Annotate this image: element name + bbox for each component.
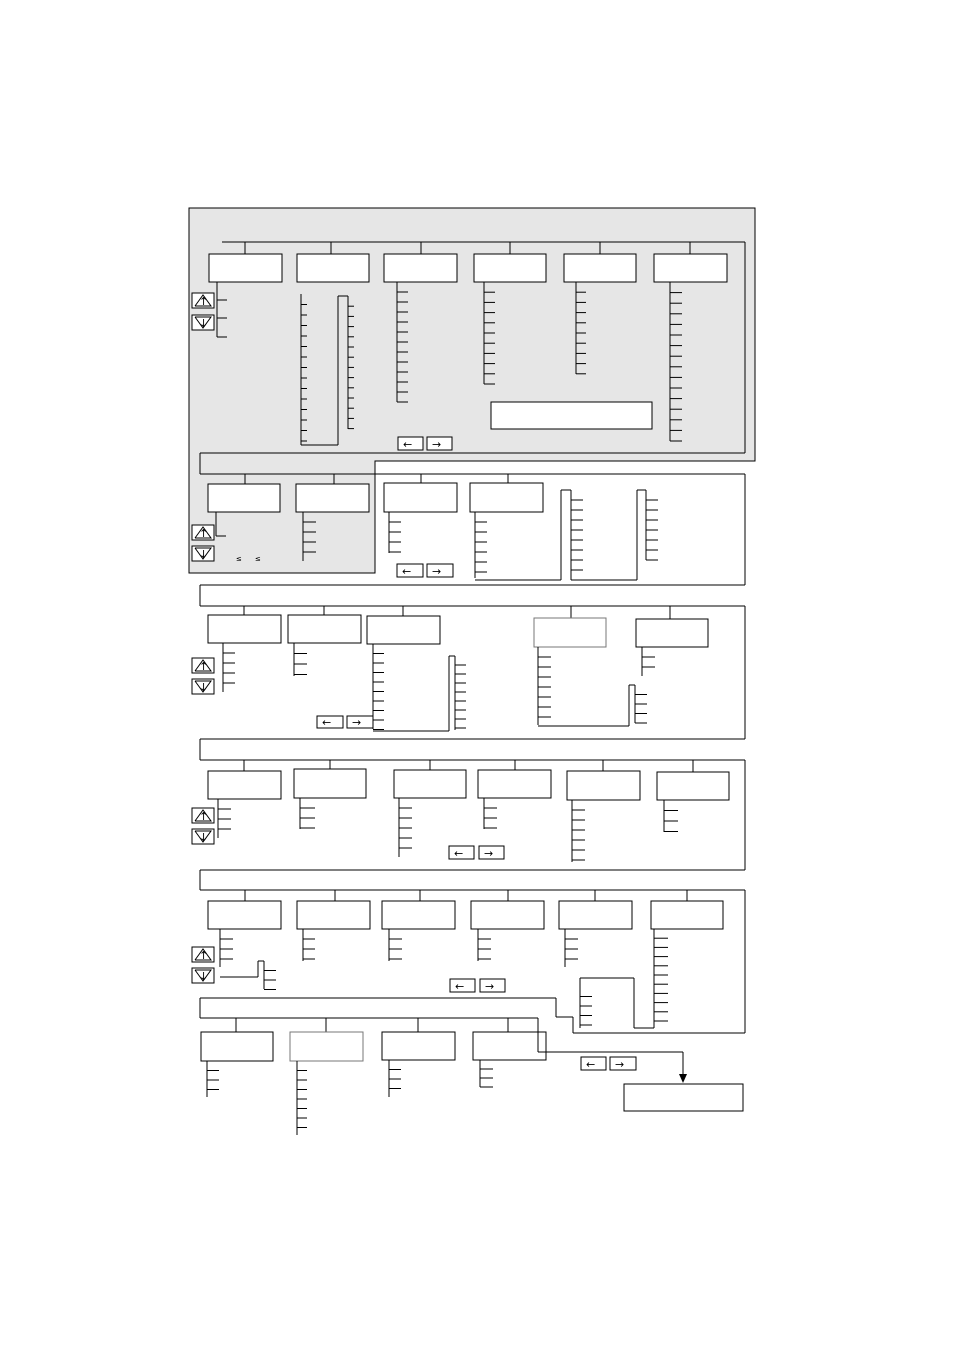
item-list [538,647,551,725]
item-list [635,685,647,723]
item-list [480,1060,493,1087]
menu-box-1-4[interactable] [474,254,546,282]
menu-box-4-3[interactable] [394,770,466,798]
menu-box-1-1[interactable] [209,254,282,282]
menu-box-5-5[interactable] [559,901,632,929]
item-list [580,987,592,1026]
item-list [455,656,466,730]
menu-box-4-1[interactable] [208,771,281,799]
up-arrow-glyph: ↑ [199,949,209,962]
item-list [207,1061,219,1097]
item-list [399,798,412,857]
left-arrow-glyph: ← [402,565,412,578]
menu-box-5-1[interactable] [208,901,281,929]
menu-box-6-2[interactable] [290,1032,363,1061]
item-list [389,929,402,961]
item-list [223,643,235,692]
item-list [572,800,585,862]
menu-box-4-4[interactable] [478,770,551,798]
menu-box-3-4[interactable] [534,618,606,647]
item-list [571,490,583,580]
menu-box-6-3[interactable] [382,1032,455,1060]
item-list [264,961,276,990]
row-4-up-down-keys [192,808,214,844]
item-list [300,798,315,829]
item-list [297,1061,307,1135]
up-arrow-glyph: ↑ [199,660,209,673]
menu-box-1-3[interactable] [384,254,457,282]
menu-box-3-3[interactable] [367,616,440,644]
item-list [218,799,231,838]
down-arrow-glyph: ↓ [199,681,209,694]
left-arrow-glyph: ← [586,1058,596,1071]
menu-box-6-4[interactable] [473,1032,546,1060]
menu-box-2-4[interactable] [470,483,543,512]
menu-box-5-4[interactable] [471,901,544,929]
menu-box-2-3[interactable] [384,483,457,512]
item-list [389,1060,401,1097]
item-list [664,800,678,832]
menu-box-3-1[interactable] [208,615,281,643]
right-arrow-glyph: → [615,1058,625,1071]
menu-box-4-2[interactable] [294,769,366,798]
item-list [220,929,233,967]
item-list [389,512,401,553]
row-2-left-right-keys [397,564,453,578]
info-box-1 [491,402,652,429]
menu-box-4-6[interactable] [657,772,729,800]
left-arrow-glyph: ← [455,980,465,993]
menu-box-4-5[interactable] [567,771,640,800]
left-arrow-glyph: ← [403,438,413,451]
row-4 [192,760,745,890]
item-list [373,644,384,730]
down-arrow-glyph: ↓ [199,548,209,561]
menu-box-6-1[interactable] [201,1032,273,1061]
row-5-left-right-keys [450,979,505,993]
right-arrow-glyph: → [485,980,495,993]
menu-box-5-3[interactable] [382,901,455,929]
final-box [624,1084,743,1111]
up-arrow-glyph: ↑ [199,810,209,823]
menu-box-3-5[interactable] [636,619,708,647]
item-list [303,929,315,961]
row-6 [201,1018,743,1135]
menu-box-1-5[interactable] [564,254,636,282]
item-list [294,643,307,676]
item-list [565,929,578,967]
menu-box-5-2[interactable] [297,901,370,929]
leq-symbol-2: ≤ [255,555,261,563]
up-arrow-glyph: ↑ [199,527,209,540]
row-3-up-down-keys [192,658,214,694]
item-list [654,929,668,1028]
right-arrow-glyph: → [432,565,442,578]
menu-box-2-2[interactable] [296,484,369,512]
right-arrow-glyph: → [352,716,362,729]
right-arrow-glyph: → [484,847,494,860]
down-arrow-glyph: ↓ [199,831,209,844]
left-arrow-glyph: ← [322,716,332,729]
item-list [642,647,655,676]
menu-box-5-6[interactable] [651,901,723,929]
menu-box-2-1[interactable] [208,484,280,512]
item-list [646,490,658,560]
item-list [475,512,487,578]
leq-symbol-1: ≤ [236,555,242,563]
menu-box-1-2[interactable] [297,254,369,282]
item-list [484,798,497,829]
item-list [478,929,491,961]
up-arrow-glyph: ↑ [199,295,209,308]
down-arrow-glyph: ↓ [199,317,209,330]
down-arrowhead-icon [679,1074,687,1083]
down-arrow-glyph: ↓ [199,970,209,983]
right-arrow-glyph: → [432,438,442,451]
row-5 [192,890,745,1033]
row-3 [192,606,745,760]
row-3-left-right-keys [317,716,373,729]
menu-box-1-6[interactable] [654,254,727,282]
left-arrow-glyph: ← [454,847,464,860]
row-4-left-right-keys [449,846,504,860]
menu-box-3-2[interactable] [288,615,361,643]
row-5-up-down-keys [192,947,214,983]
row-6-left-right-keys [581,1057,636,1071]
